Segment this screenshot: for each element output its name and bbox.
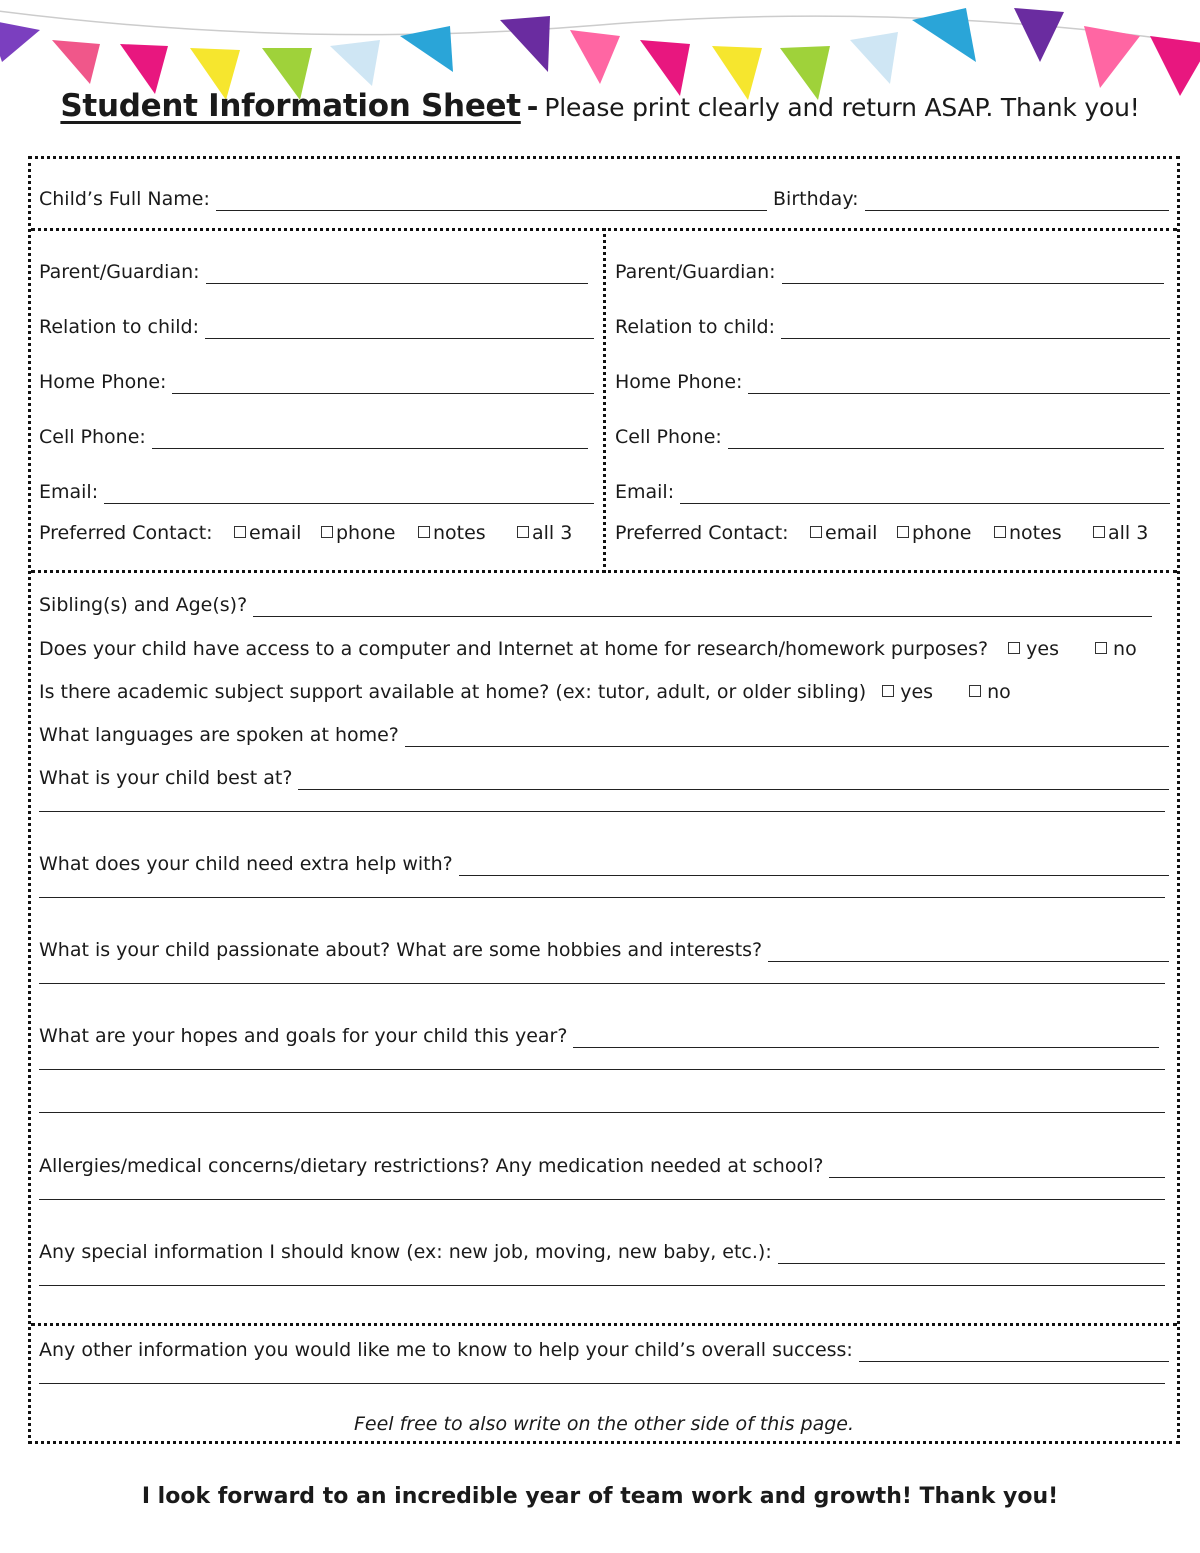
parent1-cell-phone-row: [39, 425, 588, 449]
languages-row: [39, 723, 1169, 747]
checkbox-icon[interactable]: [321, 526, 333, 538]
siblings-label: Sibling(s) and Age(s)?: [39, 594, 248, 616]
parent2-email-field[interactable]: [680, 485, 1170, 504]
other-info-field[interactable]: [859, 1343, 1169, 1362]
hopes-field[interactable]: [573, 1029, 1159, 1048]
birthday-row: [773, 187, 1169, 211]
parent2-home-phone-label: Home Phone:: [615, 371, 743, 393]
best-at-extra-line[interactable]: [39, 811, 1165, 812]
parent2-cell-phone-row: [615, 425, 1164, 449]
bunting-flag: [330, 40, 380, 86]
academic-support-row: [39, 680, 1169, 704]
parent2-option-phone[interactable]: phone: [897, 521, 971, 545]
parent1-guardian-field[interactable]: [206, 265, 588, 284]
bunting-flag: [912, 8, 976, 62]
birthday-label: Birthday:: [773, 188, 859, 210]
parent2-relation-field[interactable]: [781, 320, 1170, 339]
extra-help-extra-line[interactable]: [39, 897, 1165, 898]
parent1-relation-row: [39, 315, 594, 339]
languages-label: What languages are spoken at home?: [39, 724, 399, 746]
siblings-row: [39, 593, 1152, 617]
checkbox-icon[interactable]: [234, 526, 246, 538]
allergies-row: [39, 1154, 1165, 1178]
parent1-option-notes[interactable]: notes: [418, 521, 486, 545]
parent1-relation-label: Relation to child:: [39, 316, 200, 338]
bunting-flag: [500, 16, 550, 72]
academic-support-label: Is there academic subject support available at home? (ex: tutor, adult, or older sibling): [39, 681, 867, 703]
computer-access-row: [39, 637, 1169, 661]
parent2-cell-phone-label: Cell Phone:: [615, 426, 722, 448]
checkbox-icon[interactable]: [897, 526, 909, 538]
parent2-relation-label: Relation to child:: [615, 316, 776, 338]
allergies-field[interactable]: [829, 1159, 1165, 1178]
parent2-option-notes[interactable]: notes: [994, 521, 1062, 545]
support-yes-option[interactable]: yes: [882, 680, 933, 704]
parent2-guardian-field[interactable]: [782, 265, 1164, 284]
parent2-preferred-contact: [615, 521, 1175, 545]
form-box: [28, 156, 1180, 1444]
sheet-title: Student Information Sheet: [60, 88, 521, 124]
bunting-flag: [52, 40, 100, 84]
hopes-label: What are your hopes and goals for your child this year?: [39, 1025, 568, 1047]
passionate-label: What is your child passionate about? What are some hobbies and interests?: [39, 939, 763, 961]
siblings-field[interactable]: [253, 598, 1152, 617]
checkbox-icon[interactable]: [1095, 642, 1107, 654]
other-side-note: Feel free to also write on the other side of this page.: [353, 1413, 855, 1435]
parent1-email-label: Email:: [39, 481, 99, 503]
bunting-flag: [1084, 26, 1140, 88]
special-info-extra-line[interactable]: [39, 1285, 1165, 1286]
checkbox-icon[interactable]: [517, 526, 529, 538]
parent1-home-phone-field[interactable]: [172, 375, 594, 394]
closing-message: I look forward to an incredible year of team work and growth! Thank you!: [141, 1484, 1059, 1509]
special-info-row: [39, 1240, 1165, 1264]
best-at-field[interactable]: [298, 771, 1169, 790]
passionate-row: [39, 938, 1169, 962]
parent1-preferred-label: Preferred Contact:: [39, 522, 213, 544]
hopes-extra-line-1[interactable]: [39, 1069, 1165, 1070]
section-divider: [31, 570, 1177, 573]
languages-field[interactable]: [405, 728, 1169, 747]
parent2-email-row: [615, 480, 1170, 504]
bunting-flag: [400, 26, 453, 72]
checkbox-icon[interactable]: [1008, 642, 1020, 654]
allergies-extra-line[interactable]: [39, 1199, 1165, 1200]
parent1-relation-field[interactable]: [205, 320, 594, 339]
bunting-flag: [0, 20, 40, 62]
parent1-email-row: [39, 480, 594, 504]
sheet-subtitle: Please print clearly and return ASAP. Thank you!: [544, 93, 1140, 122]
parent2-relation-row: [615, 315, 1170, 339]
computer-access-label: Does your child have access to a computer and Internet at home for research/homework purposes?: [39, 638, 989, 660]
bunting-flag: [1150, 36, 1200, 96]
parent2-home-phone-row: [615, 370, 1170, 394]
bunting-flag: [850, 32, 898, 84]
checkbox-icon[interactable]: [1093, 526, 1105, 538]
extra-help-label: What does your child need extra help with?: [39, 853, 453, 875]
parent1-home-phone-row: [39, 370, 594, 394]
section-divider: [31, 1323, 1177, 1326]
parent1-email-field[interactable]: [104, 485, 594, 504]
parent1-option-all[interactable]: all 3: [517, 521, 572, 545]
support-no-option[interactable]: no: [969, 680, 1011, 704]
special-info-field[interactable]: [778, 1245, 1165, 1264]
parent2-guardian-label: Parent/Guardian:: [615, 261, 776, 283]
passionate-field[interactable]: [768, 943, 1169, 962]
child-name-field[interactable]: [216, 192, 767, 211]
parent1-preferred-contact: [39, 521, 599, 545]
best-at-row: [39, 766, 1169, 790]
checkbox-icon[interactable]: [418, 526, 430, 538]
checkbox-icon[interactable]: [969, 685, 981, 697]
computer-no-option[interactable]: no: [1095, 637, 1137, 661]
parent1-option-phone[interactable]: phone: [321, 521, 395, 545]
birthday-field[interactable]: [865, 192, 1169, 211]
other-info-label: Any other information you would like me to know to help your child’s overall success:: [39, 1339, 853, 1361]
parent2-home-phone-field[interactable]: [748, 375, 1170, 394]
parent2-option-email[interactable]: email: [810, 521, 877, 545]
hopes-row: [39, 1024, 1159, 1048]
parent2-email-label: Email:: [615, 481, 675, 503]
column-divider: [603, 228, 606, 573]
parent2-cell-phone-field[interactable]: [728, 430, 1164, 449]
page-title: [0, 88, 1200, 124]
other-info-row: [39, 1338, 1169, 1362]
parent1-guardian-row: [39, 260, 588, 284]
bunting-flag: [1014, 8, 1064, 62]
passionate-extra-line[interactable]: [39, 983, 1165, 984]
title-dash: -: [526, 90, 539, 123]
extra-help-row: [39, 852, 1169, 876]
extra-help-field[interactable]: [459, 857, 1169, 876]
computer-yes-option[interactable]: yes: [1008, 637, 1059, 661]
checkbox-icon[interactable]: [810, 526, 822, 538]
child-name-row: [39, 187, 767, 211]
allergies-label: Allergies/medical concerns/dietary restrictions? Any medication needed at school?: [39, 1155, 824, 1177]
best-at-label: What is your child best at?: [39, 767, 293, 789]
parent2-option-all[interactable]: all 3: [1093, 521, 1148, 545]
parent1-home-phone-label: Home Phone:: [39, 371, 167, 393]
parent1-option-email[interactable]: email: [234, 521, 301, 545]
other-info-extra-line[interactable]: [39, 1383, 1165, 1384]
parent1-cell-phone-field[interactable]: [152, 430, 588, 449]
parent2-guardian-row: [615, 260, 1164, 284]
parent1-guardian-label: Parent/Guardian:: [39, 261, 200, 283]
special-info-label: Any special information I should know (ex: new job, moving, new baby, etc.):: [39, 1241, 772, 1263]
child-name-label: Child’s Full Name:: [39, 188, 210, 210]
checkbox-icon[interactable]: [882, 685, 894, 697]
parent1-cell-phone-label: Cell Phone:: [39, 426, 146, 448]
hopes-extra-line-2[interactable]: [39, 1112, 1165, 1113]
bunting-flag: [570, 30, 620, 84]
checkbox-icon[interactable]: [994, 526, 1006, 538]
bunting-flag: [120, 44, 168, 94]
parent2-preferred-label: Preferred Contact:: [615, 522, 789, 544]
